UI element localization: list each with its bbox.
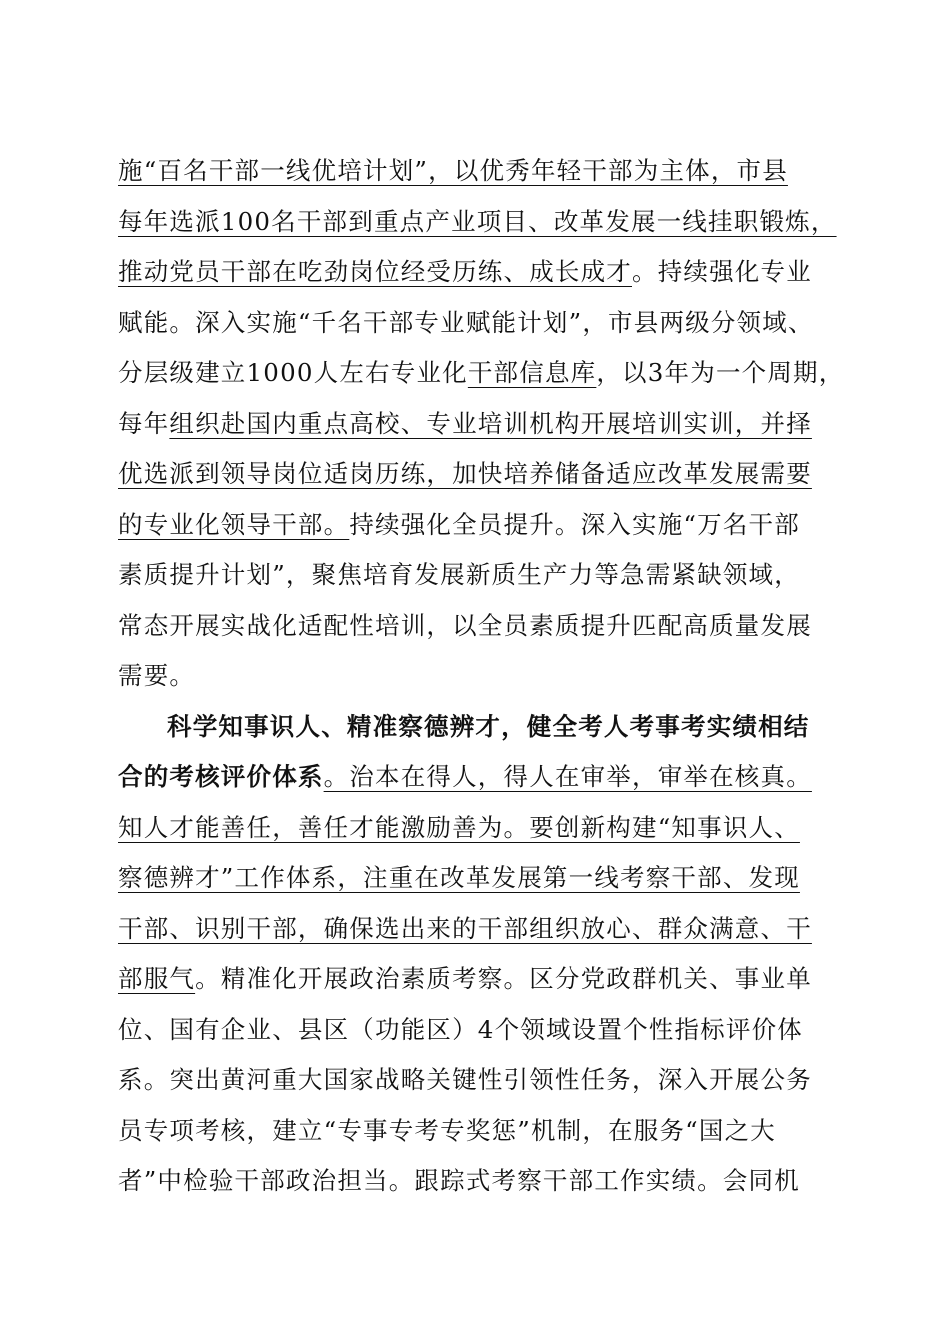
text-line [118,1156,828,1207]
text-line [118,1106,828,1157]
text-line [118,904,828,955]
body-text: 持续强化全员提升。深入实施“万名干部 [349,509,800,539]
paragraph-1 [118,146,845,702]
text-line [118,752,828,803]
body-text: 常态开展实战化适配性培训，以全员素质提升匹配高质量发展 [118,610,812,640]
body-text: 者”中检验干部政治担当。跟踪式考察干部工作实绩。会同机 [118,1166,800,1195]
underlined-text: 知人才能善任，善任才能激励善为。要创新构建“知事识人、 [118,812,800,842]
body-text: 。精准化开展政治素质考察。区分党政群机关、事业单 [195,964,812,993]
bold-heading-text: 科学知事识人、精准察德辨才，健全考人考事考实绩相结 [167,711,810,741]
underlined-text: 优选派到领导岗位适岗历练，加快培养储备适应改革发展需要 [118,459,812,488]
underlined-text: 部服气 [118,964,196,993]
text-line [118,247,828,298]
text-line [118,651,828,702]
text-line [118,146,828,197]
underlined-text: 察德辨才”工作体系，注重在改革发展第一线考察干部、发现 [118,863,800,892]
text-line [118,601,828,652]
text-line [118,1005,828,1056]
body-text: 员专项考核，建立“专事专考专奖惩”机制，在服务“国之大 [118,1115,776,1145]
underlined-text: 的专业化领导干部。 [118,509,350,539]
text-line [118,803,828,854]
text-line [118,449,828,500]
body-text: 分层级建立1000人左右专业化 [118,358,468,387]
body-text: ，以3年为一个周期， [596,358,845,387]
underlined-text: 干部、识别干部，确保选出来的干部组织放心、群众满意、干 [118,913,812,943]
body-text: 系。突出黄河重大国家战略关键性引领性任务，深入开展公务 [118,1065,812,1094]
text-line [118,550,828,601]
body-text: 需要。 [118,661,196,690]
body-text: 素质提升计划”，聚焦培育发展新质生产力等急需紧缺领域， [118,560,800,589]
text-line [118,348,845,399]
text-line [118,853,828,904]
underlined-text: 组织赴国内重点高校、专业培训机构开展培训实训，并择 [169,408,812,438]
underlined-text: 推动党员干部在吃劲岗位经受历练、成长成才 [118,257,632,286]
underlined-text: 。治本在得人，得人在审举，审举在核真。 [323,762,812,791]
text-line [118,954,828,1005]
text-line [118,500,828,551]
body-text: 。持续强化专业 [632,257,812,286]
bold-heading-text: 合的考核评价体系 [118,762,324,791]
text-line [118,197,837,248]
body-text: 每年 [118,408,170,438]
underlined-text: 施“百名干部一线优培计划”，以优秀年轻干部为主体，市县 [118,156,788,185]
body-text: 赋能。深入实施“千名干部专业赋能计划”，市县两级分领域、 [118,307,814,337]
underlined-text: 干部信息库 [467,358,597,387]
text-line [118,298,828,349]
underlined-text: 每年选派100名干部到重点产业项目、改革发展一线挂职锻炼， [118,206,837,236]
text-line [118,399,828,450]
document-body [118,146,845,1207]
body-text: 位、国有企业、县区（功能区）4个领域设置个性指标评价体 [118,1014,803,1044]
text-line [118,1055,828,1106]
text-line [118,702,828,753]
paragraph-2 [118,702,828,1207]
